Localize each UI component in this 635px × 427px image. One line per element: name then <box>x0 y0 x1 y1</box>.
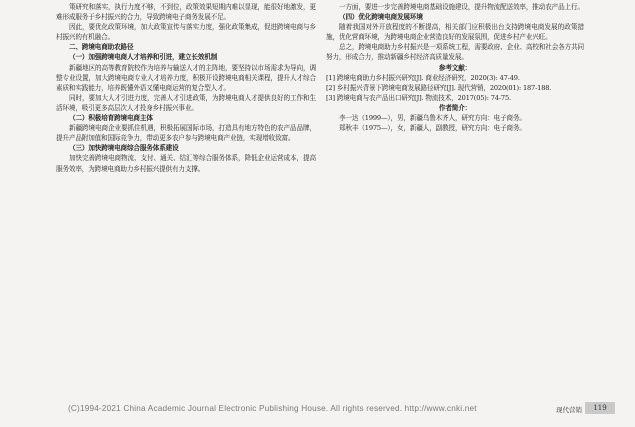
left-section-heading: 二、跨境电商助农路径 <box>69 43 134 52</box>
right-text-column <box>326 2 584 133</box>
right-reference-entry: [2] 乡村振兴背景下跨境电商发展路径研究[J]. 现代营销，2020(01): 187-188. <box>326 83 552 92</box>
left-body-paragraph: 同时，要加大人才引进力度，完善人才引进政策，为跨境电商人才提供良好的工作和生活环境，吸引更多高层次人才投身乡村振兴事业。 <box>56 93 316 112</box>
page-number: 119 <box>585 402 615 414</box>
right-reference-entry: [1] 跨境电商助力乡村振兴研究[J]. 商业经济研究，2020(3): 47-49. <box>326 73 520 82</box>
left-body-paragraph: 新疆跨境电商企业要抓住机遇，积极拓展国际市场，打造具有地方特色的农产品品牌，提升产品附加值和国际竞争力，带动更多农户参与跨境电商产业链，实现增收致富。 <box>56 124 316 143</box>
left-section-heading: （三）加快跨境电商综合服务体系建设 <box>69 144 179 153</box>
right-body-paragraph: 郑秋丰（1975—），女，新疆人，副教授，研究方向：电子商务。 <box>339 124 526 133</box>
right-section-heading: 作者简介： <box>438 103 472 112</box>
right-section-heading: 参考文献： <box>438 63 472 72</box>
right-section-heading: （四）优化跨境电商发展环境 <box>339 13 423 22</box>
right-reference-entry: [3] 跨境电商与农产品出口研究[J]. 物流技术，2017(05): 74-75. <box>326 93 511 102</box>
left-text-column <box>56 2 316 174</box>
copyright-notice: (C)1994-2021 China Academic Journal Electronic Publishing House. All rights reserved. http://www.cnki.net <box>68 404 477 413</box>
journal-name: 现代营销 <box>556 406 582 414</box>
left-body-paragraph: 新疆地区的高等教育院校作为培养与输送人才的主阵地，要坚持以市场需求为导向，调整专业设置，加大跨境电商专业人才培养力度，积极开设跨境电商相关课程，提升人才综合素质和实践能力，培养既懂外语又懂电商运营的复合型人才。 <box>56 63 316 92</box>
right-body-paragraph: 总之，跨境电商助力乡村振兴是一项系统工程，需要政府、企业、高校和社会各方共同努力，形成合力，推动新疆乡村经济高质量发展。 <box>326 43 584 62</box>
right-body-paragraph: 随着我国对外开放程度的不断提高，相关部门应积极出台支持跨境电商发展的政策措施，优化营商环境，为跨境电商企业营造良好的发展氛围，促进乡村产业兴旺。 <box>326 23 584 42</box>
left-body-paragraph: 加快完善跨境电商物流、支付、通关、结汇等综合服务体系，降低企业运营成本，提高服务效率，为跨境电商助力乡村振兴提供有力支撑。 <box>56 154 316 173</box>
left-body-paragraph: 策研究和落实，执行力度不够，不到位，政策效果短期内难以显现，能很好地激发，更难形成服务于乡村振兴的合力，导致跨境电子商务发展不足。 <box>56 3 316 22</box>
left-body-paragraph: 因此，要优化政策环境，加大政策宣传与落实力度，强化政策集成，促进跨境电商与乡村振兴的有机融合。 <box>56 23 316 42</box>
page-footer <box>0 402 635 418</box>
left-section-heading: （一）加强跨境电商人才培养和引进，建立长效机制 <box>69 53 218 62</box>
left-section-heading: （二）积极培育跨境电商主体 <box>69 114 153 123</box>
right-body-paragraph: 一方面，要进一步完善跨境电商基础设施建设，提升物流配送效率，推动农产品上行。 <box>339 3 584 11</box>
right-body-paragraph: 李一达（1999—），男，新疆乌鲁木齐人，研究方向：电子商务。 <box>339 114 526 123</box>
